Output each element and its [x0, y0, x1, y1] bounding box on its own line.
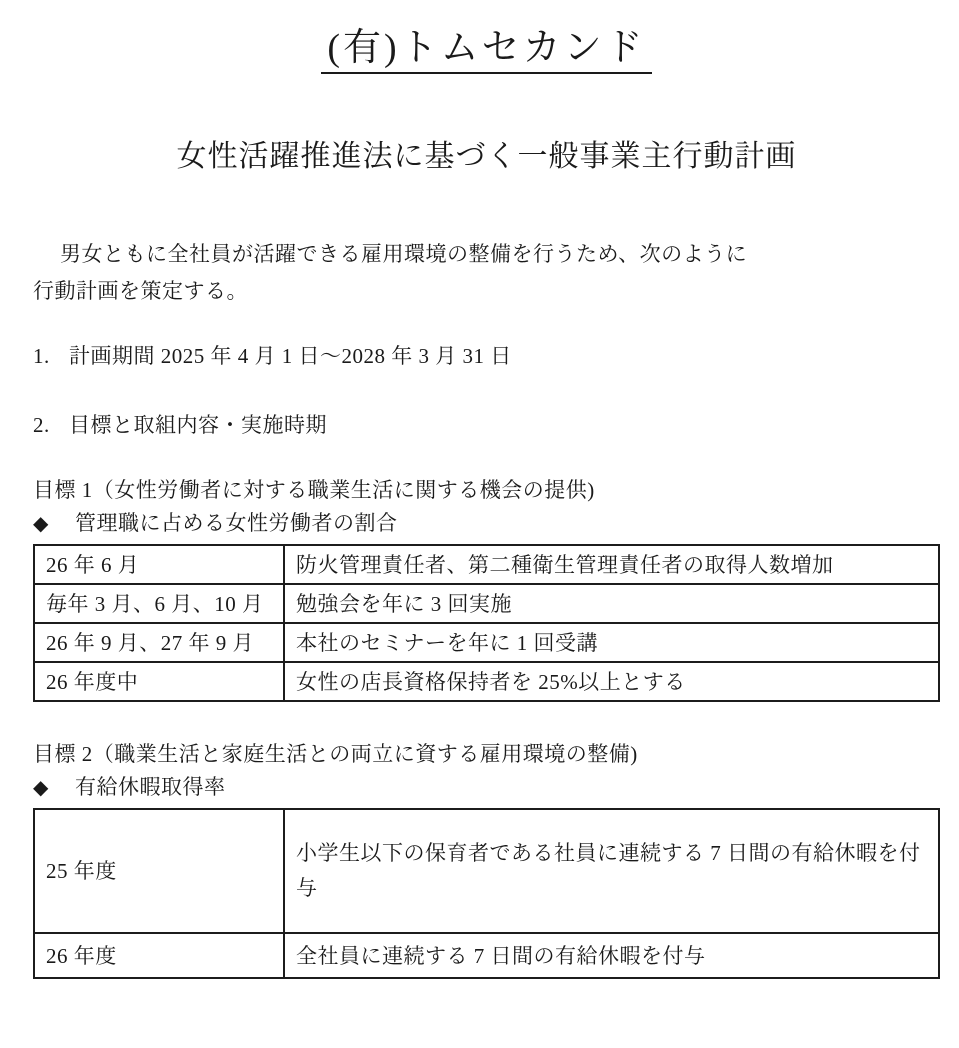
plan-period-text: 計画期間 2025 年 4 月 1 日～2028 年 3 月 31 日	[69, 344, 512, 369]
action-cell: 勉強会を年に 3 回実施	[284, 584, 939, 623]
table-row	[34, 662, 939, 701]
action-cell: 女性の店長資格保持者を 25%以上とする	[284, 662, 939, 701]
goal2-bullet-label: 有給休暇取得率	[75, 775, 226, 800]
goal2-bullet-line	[33, 771, 940, 805]
period-cell: 26 年 9 月、27 年 9 月	[34, 623, 284, 662]
plan-period-item	[33, 340, 940, 373]
company-title-text: (有)トムセカンド	[321, 27, 651, 74]
goals-section-number: 2.	[33, 413, 50, 438]
company-title	[33, 24, 940, 73]
intro-line-1: 男女ともに全社員が活躍できる雇用環境の整備を行うため、次のように	[60, 242, 748, 267]
period-cell: 26 年度中	[34, 662, 284, 701]
action-cell: 小学生以下の保育者である社員に連続する 7 日間の有給休暇を付与	[284, 809, 939, 933]
diamond-bullet-icon: ◆	[33, 777, 49, 800]
goal2-table	[33, 808, 940, 979]
page-title: 女性活躍推進法に基づく一般事業主行動計画	[176, 140, 797, 174]
period-cell: 26 年度	[34, 933, 284, 978]
goal1-bullet-line	[33, 507, 940, 541]
period-cell: 毎年 3 月、6 月、10 月	[34, 584, 284, 623]
period-cell: 26 年 6 月	[34, 545, 284, 584]
table-row	[34, 933, 939, 978]
table-row	[34, 623, 939, 662]
action-cell: 本社のセミナーを年に 1 回受講	[284, 623, 939, 662]
goals-section-item	[33, 409, 940, 442]
plan-period-number: 1.	[33, 344, 50, 369]
document-page	[0, 24, 959, 1048]
period-cell: 25 年度	[34, 809, 284, 933]
intro-paragraph	[33, 236, 940, 310]
goal1-table	[33, 544, 940, 702]
diamond-bullet-icon: ◆	[33, 513, 49, 536]
action-cell: 全社員に連続する 7 日間の有給休暇を付与	[284, 933, 939, 978]
goal2-heading: 目標 2（職業生活と家庭生活との両立に資する雇用環境の整備)	[33, 742, 638, 767]
intro-line-2: 行動計画を策定する。	[33, 279, 248, 304]
table-row	[34, 584, 939, 623]
goal1-bullet-label: 管理職に占める女性労働者の割合	[75, 511, 398, 536]
table-row	[34, 809, 939, 933]
action-cell: 防火管理責任者、第二種衛生管理責任者の取得人数増加	[284, 545, 939, 584]
goals-section-text: 目標と取組内容・実施時期	[69, 413, 327, 438]
table-row	[34, 545, 939, 584]
goal1-heading: 目標 1（女性労働者に対する職業生活に関する機会の提供)	[33, 478, 595, 503]
